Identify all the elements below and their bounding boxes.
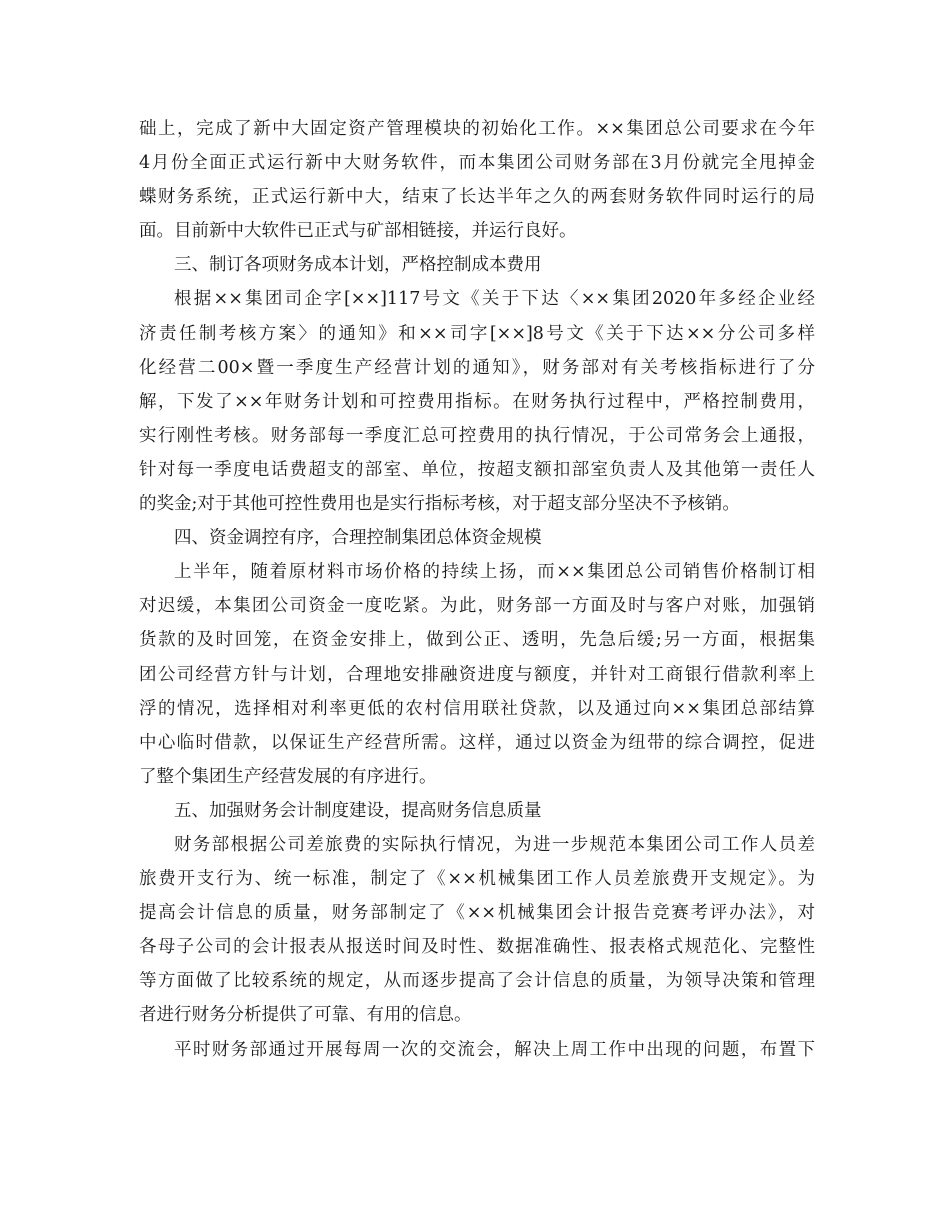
paragraph-weekly-meeting: [139, 1033, 815, 1067]
text-line: 中心临时借款，以保证生产经营所需。这样，通过以资金为纽带的综合调控，促进: [139, 732, 815, 753]
text-line: 础上，完成了新中大固定资产管理模块的初始化工作。××集团总公司要求在今年: [139, 119, 815, 139]
paragraph-budget-plan: [139, 282, 815, 521]
heading-text: 四、资金调控有序，合理控制集团总体资金规模: [174, 528, 542, 549]
text-line: 4月份全面正式运行新中大财务软件，而本集团公司财务部在3月份就完全甩掉金: [139, 153, 815, 174]
text-line: 解，下发了××年财务计划和可控费用指标。在财务执行过程中，严格控制费用，: [139, 391, 815, 412]
text-line: 财务部根据公司差旅费的实际执行情况，为进一步规范本集团公司工作人员差: [174, 834, 815, 855]
paragraph-fund-control: [139, 555, 815, 794]
text-line: 上半年，随着原材料市场价格的持续上扬，而××集团总公司销售价格制订相: [174, 562, 815, 583]
section-heading-3: [139, 248, 815, 282]
paragraph-continuation: [139, 112, 815, 248]
text-line: 团公司经营方针与计划，合理地安排融资进度与额度，并针对工商银行借款利率上: [139, 664, 815, 685]
text-line: 的奖金;对于其他可控性费用也是实行指标考核，对于超支部分坚决不予核销。: [139, 494, 740, 515]
text-line: 等方面做了比较系统的规定，从而逐步提高了会计信息的质量，为领导决策和管理: [139, 971, 815, 992]
section-heading-4: [139, 521, 815, 555]
text-line: 旅费开支行为、统一标准，制定了《××机械集团工作人员差旅费开支规定》。为: [139, 869, 815, 890]
text-line: 化经营二00×暨一季度生产经营计划的通知》，财务部对有关考核指标进行了分: [139, 357, 815, 378]
text-line: 货款的及时回笼，在资金安排上，做到公正、透明，先急后缓;另一方面，根据集: [139, 630, 815, 651]
text-line: 平时财务部通过开展每周一次的交流会，解决上周工作中出现的问题，布置下: [174, 1039, 815, 1060]
text-line: 了整个集团生产经营发展的有序进行。: [139, 766, 437, 787]
text-line: 浮的情况，选择相对利率更低的农村信用联社贷款，以及通过向××集团总部结算: [139, 698, 815, 719]
text-line: 各母子公司的会计报表从报送时间及时性、数据准确性、报表格式规范化、完整性: [139, 937, 815, 958]
text-line: 对迟缓，本集团公司资金一度吃紧。为此，财务部一方面及时与客户对账，加强销: [139, 596, 815, 617]
text-line: 面。目前新中大软件已正式与矿部相链接，并运行良好。: [139, 221, 577, 242]
text-line: 实行刚性考核。财务部每一季度汇总可控费用的执行情况，于公司常务会上通报，: [139, 425, 815, 446]
text-line: 提高会计信息的质量，财务部制定了《××机械集团会计报告竞赛考评办法》，对: [139, 903, 815, 924]
text-line: 蝶财务系统，正式运行新中大，结束了长达半年之久的两套财务软件同时运行的局: [139, 187, 815, 208]
text-line: 根据××集团司企字[××]117号文《关于下达〈××集团2020年多经企业经: [174, 289, 815, 310]
section-heading-5: [139, 794, 815, 828]
heading-text: 五、加强财务会计制度建设，提高财务信息质量: [174, 800, 542, 821]
text-line: 者进行财务分析提供了可靠、有用的信息。: [139, 1005, 472, 1026]
text-line: 济责任制考核方案〉的通知》和××司字[××]8号文《关于下达××分公司多样: [139, 323, 815, 344]
heading-text: 三、制订各项财务成本计划，严格控制成本费用: [174, 255, 542, 276]
document-body: [139, 112, 815, 1067]
text-line: 针对每一季度电话费超支的部室、单位，按超支额扣部室负责人及其他第一责任人: [139, 459, 815, 480]
paragraph-accounting-system: [139, 828, 815, 1033]
